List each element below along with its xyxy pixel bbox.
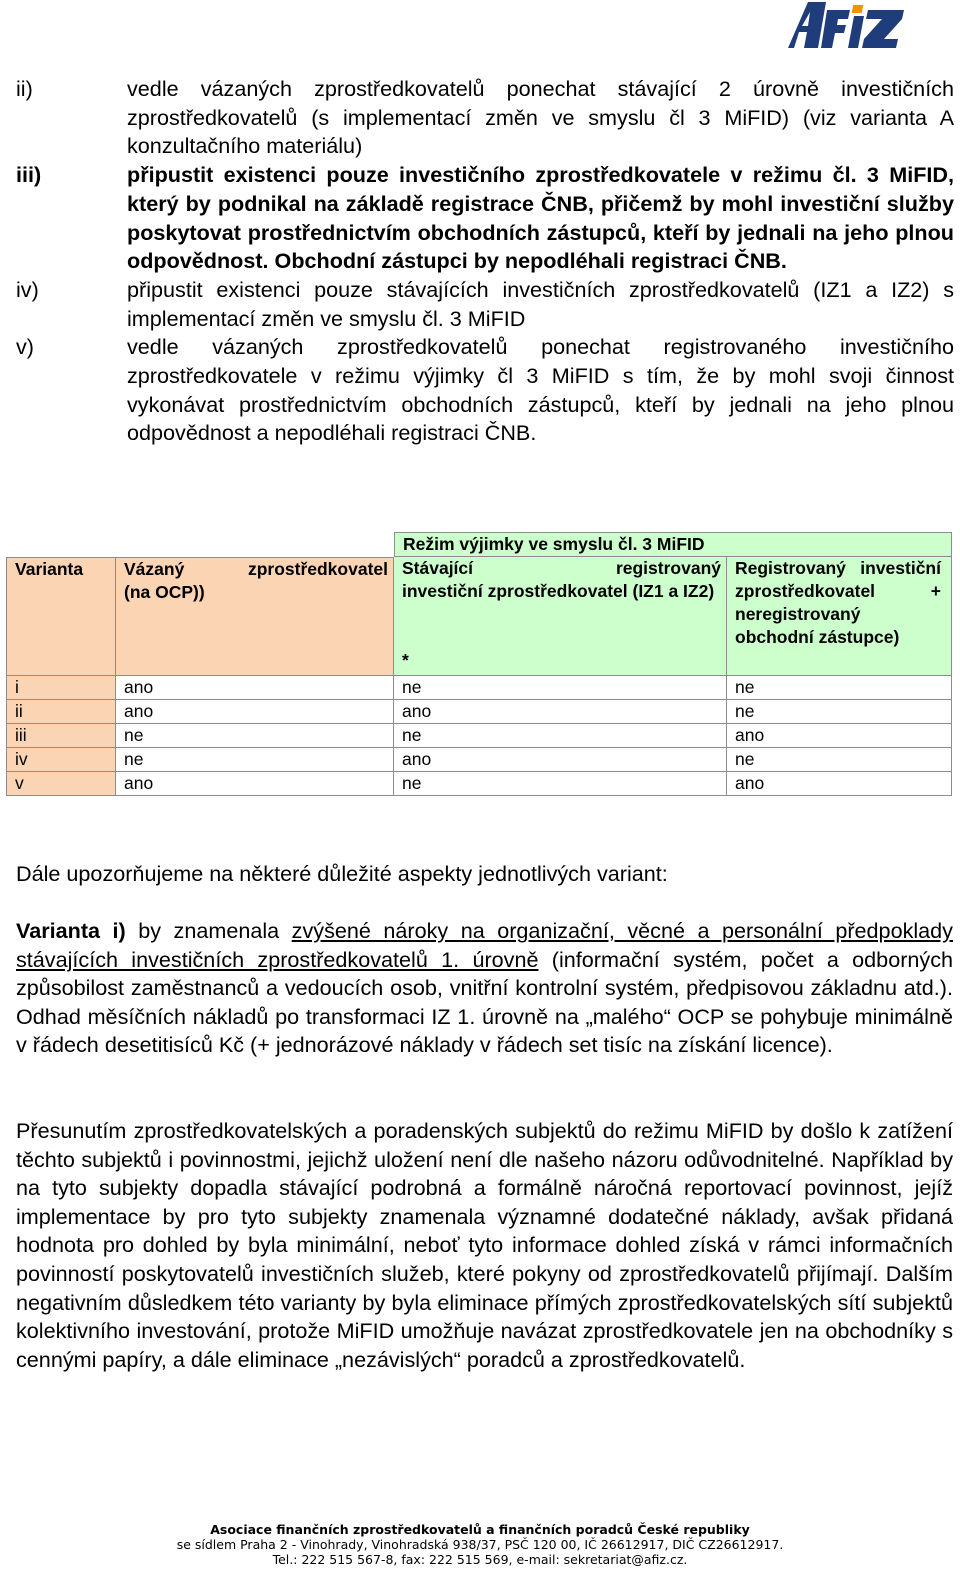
option-number: iv): [16, 276, 39, 302]
option-v: [16, 333, 954, 448]
header-stavajici-asterisk: *: [402, 650, 409, 670]
cell-vazany: ano: [116, 676, 394, 700]
header-stavajici-word2: registrovaný: [615, 558, 721, 578]
option-text: vedle vázaných zprostředkovatelů ponechat stávající 2 úrovně investičních zprostředkovatelů (s implementací změn ve smyslu čl 3 MiFID) (viz varianta A konzultačního materiálu): [127, 76, 954, 159]
cell-stavajici: ne: [394, 676, 727, 700]
footer-address: se sídlem Praha 2 - Vinohrady, Vinohradská 938/37, PSČ 120 00, IČ 26612917, DIČ CZ26612917.: [176, 1537, 784, 1552]
intro-paragraph: Dále upozorňujeme na některé důležité aspekty jednotlivých variant:: [16, 861, 668, 886]
cell-stavajici: ano: [394, 748, 727, 772]
cell-variant: iv: [6, 748, 116, 772]
table-row: [6, 724, 952, 748]
cell-vazany: ano: [116, 772, 394, 796]
header-registrovany: [727, 557, 952, 676]
cell-registrovany: ne: [727, 748, 952, 772]
option-text: vedle vázaných zprostředkovatelů ponechat registrovaného investičního zprostředkovatele v režimu výjimky čl 3 MiFID s tím, že by mohl svoji činnost vykonávat prostřednictvím obchodních zástupců, kteří by jednali na jeho plnou odpovědnost a nepodléhali registraci ČNB.: [127, 334, 954, 446]
header-vazany: [116, 557, 394, 676]
options-list: [16, 75, 954, 448]
group-header: Režim výjimky ve smyslu čl. 3 MiFID: [394, 532, 952, 557]
option-iv: [16, 276, 954, 333]
table-header-row: [6, 557, 952, 676]
footer: [0, 1522, 960, 1567]
header-vazany-word1: Vázaný: [124, 559, 185, 579]
cell-registrovany: ano: [727, 724, 952, 748]
option-number: iii): [16, 162, 42, 188]
cell-variant: v: [6, 772, 116, 796]
table-row: [6, 772, 952, 796]
variant-i-paragraph: [16, 917, 953, 1060]
footer-contact: Tel.: 222 515 567-8, fax: 222 515 569, e-mail: sekretariat@afiz.cz.: [272, 1552, 688, 1567]
header-stavajici-rest: investiční zprostředkovatel (IZ1 a IZ2): [402, 581, 715, 601]
option-number: ii): [16, 76, 33, 101]
header-registrovany-text: Registrovaný investiční zprostředkovatel + neregistrovaný obchodní zástupce): [735, 558, 941, 647]
header-vazany-line2: (na OCP)): [124, 582, 205, 602]
cell-variant: iii: [6, 724, 116, 748]
option-text: připustit existenci pouze investičního zprostředkovatele v režimu čl. 3 MiFID, který by podnikal na základě registrace ČNB, přičemž by mohl investiční služby poskytovat prostřednictvím obchodních zástupců, kteří by jednali na jeho plnou odpovědnost. Obchodní zástupci by nepodléhali registraci ČNB.: [127, 162, 954, 274]
cell-stavajici: ano: [394, 700, 727, 724]
cell-variant: i: [6, 676, 116, 700]
variant-i-pre: by znamenala: [125, 918, 292, 943]
cell-registrovany: ano: [727, 772, 952, 796]
afiz-logo: [788, 2, 906, 52]
cell-vazany: ano: [116, 700, 394, 724]
cell-stavajici: ne: [394, 772, 727, 796]
header-variant: Varianta: [6, 557, 116, 676]
cell-stavajici: ne: [394, 724, 727, 748]
variants-table: [6, 532, 952, 796]
header-stavajici: [394, 557, 727, 676]
table-row: [6, 676, 952, 700]
variant-i-lead: Varianta i): [16, 918, 126, 943]
footer-org: Asociace finančních zprostředkovatelů a finančních poradců České republiky: [210, 1522, 750, 1537]
variant-i-underlined: zvýšené nároky na organizační, věcné a personální předpoklady stávajících investičních zprostředkovatelů 1. úrovně: [16, 918, 953, 972]
cell-registrovany: ne: [727, 676, 952, 700]
option-text: připustit existenci pouze stávajících investičních zprostředkovatelů (IZ1 a IZ2) s implementací změn ve smyslu čl. 3 MiFID: [127, 276, 954, 331]
table-group-header-row: [6, 532, 952, 557]
cell-vazany: ne: [116, 748, 394, 772]
option-iii: [16, 161, 954, 276]
table-row: [6, 700, 952, 724]
table-row: [6, 748, 952, 772]
mifid-paragraph: Přesunutím zprostředkovatelských a poradenských subjektů do režimu MiFID by došlo k zatížení těchto subjektů i povinnostmi, jejichž uložení není dle našeho názoru odůvodnitelné. Například by na tyto subjekty dopadla stávající podrobná a formálně náročná reportovací povinnost, jejíž implementace by pro tyto subjekty znamenala významné dodatečné náklady, avšak přidaná hodnota pro dohled by byla minimální, neboť tyto informace dohled získá v rámci informačních povinností poskytovatelů investičních služeb, které pokyny od zprostředkovatelů přijímají. Dalším negativním důsledkem této varianty by byla eliminace přímých zprostředkovatelských sítí subjektů kolektivního investování, protože MiFID umožňuje navázat zprostředkovatele jen na obchodníky s cennými papíry, a dále eliminace „nezávislých“ poradců a zprostředkovatelů.: [16, 1118, 953, 1372]
header-vazany-word2: zprostředkovatel: [247, 559, 388, 579]
option-number: v): [16, 334, 34, 360]
header-stavajici-word1: Stávající: [402, 558, 474, 578]
option-ii: [16, 75, 954, 161]
cell-variant: ii: [6, 700, 116, 724]
variant-i-rest: (informační systém, počet a odborných způsobilost zaměstnanců a vedoucích osob, vnitřní kontrolní systém, předpisovou základnu atd.). Odhad měsíčních nákladů po transformaci IZ 1. úrovně na „malého“ OCP se pohybuje minimálně v řádech desetitisíců Kč (+ jednorázové náklady v řádech set tisíc na získání licence).: [16, 946, 954, 1058]
cell-registrovany: ne: [727, 700, 952, 724]
cell-vazany: ne: [116, 724, 394, 748]
